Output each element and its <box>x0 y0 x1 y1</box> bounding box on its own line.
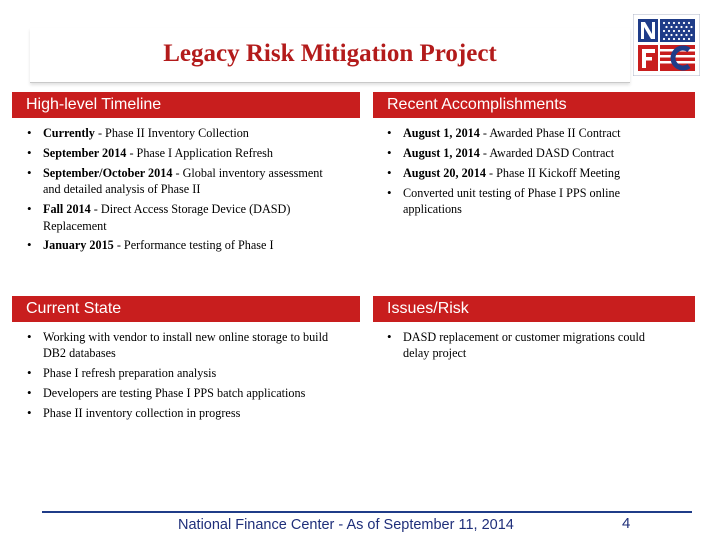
footer-text: National Finance Center - As of September 11, 2014 <box>178 517 514 533</box>
list-item: • September/October 2014 - Global inventory assessment and detailed analysis of Phase II <box>24 165 336 198</box>
issues-header: Issues/Risk <box>373 296 695 322</box>
nfc-logo-icon <box>633 14 700 76</box>
timeline-list <box>24 125 336 257</box>
list-item: • Phase I refresh preparation analysis <box>24 365 336 381</box>
nfc-logo <box>633 14 700 76</box>
list-item: • Developers are testing Phase I PPS batch applications <box>24 385 336 401</box>
accomplishments-header: Recent Accomplishments <box>373 92 695 118</box>
footer-divider <box>42 511 692 513</box>
issues-list <box>384 329 674 365</box>
list-item: • Converted unit testing of Phase I PPS online applications <box>384 185 674 218</box>
page-number: 4 <box>622 515 631 532</box>
current-state-header: Current State <box>12 296 360 322</box>
list-item: • September 2014 - Phase I Application Refresh <box>24 145 336 161</box>
page-title: Legacy Risk Mitigation Project <box>163 40 497 67</box>
list-item: • DASD replacement or customer migrations could delay project <box>384 329 674 362</box>
list-item: • August 1, 2014 - Awarded Phase II Contract <box>384 125 674 141</box>
title-bar <box>30 28 630 83</box>
timeline-header: High-level Timeline <box>12 92 360 118</box>
list-item: • Currently - Phase II Inventory Collection <box>24 125 336 141</box>
list-item: • August 1, 2014 - Awarded DASD Contract <box>384 145 674 161</box>
accomplishments-list <box>384 125 674 221</box>
list-item: • Fall 2014 - Direct Access Storage Device (DASD) Replacement <box>24 201 336 234</box>
list-item: • January 2015 - Performance testing of Phase I <box>24 237 336 253</box>
list-item: • Working with vendor to install new online storage to build DB2 databases <box>24 329 336 362</box>
list-item: • August 20, 2014 - Phase II Kickoff Meeting <box>384 165 674 181</box>
list-item: • Phase II inventory collection in progress <box>24 405 336 421</box>
current-state-list <box>24 329 336 425</box>
